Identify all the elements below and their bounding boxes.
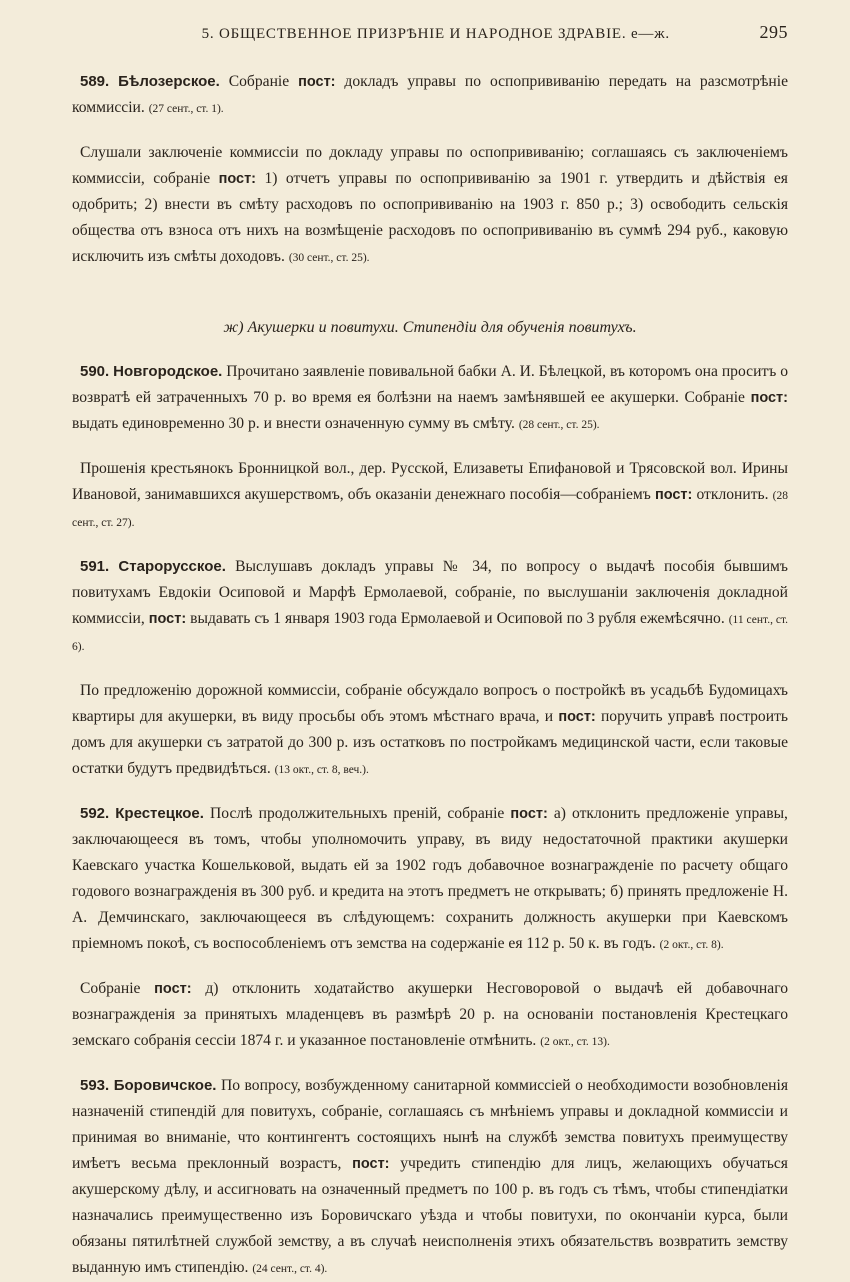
header-title: 5. ОБЩЕСТВЕННОЕ ПРИЗРѢНІЕ И НАРОДНОЕ ЗДРАВІЕ. е—ж. [201,26,670,42]
entry-place: Бѣлозерское. [118,73,220,90]
entry-text: выдать единовременно 30 р. и внести означенную сумму въ смѣту. [72,415,515,432]
entry-593 [72,1073,788,1282]
entry-text: учредить стипендію для лицъ, желающихъ обучаться акушерскому дѣлу, и ассигновать на означенный предметъ по 100 р. въ годъ съ тѣмъ, чтобы стипендіатки назначались преимущественно изъ Боровичскаго уѣзда и чтобы повитухи, по окончаніи курса, были обязаны пятилѣтней службой земству, а въ случаѣ неисполненія этихъ обязательствъ возвратить земству выданную имъ стипендію. [72,1155,788,1276]
entry-post: пост: [750,390,788,406]
entry-590 [72,359,788,438]
entry-post: пост: [558,709,596,725]
entry-text: а) отклонить предложеніе управы, заключающееся въ томъ, чтобы уполномочить управу, въ виду недостаточной практики акушерки Каевскаго участка Кошельковой, выдать ей за 1902 годъ добавочное вознагражденіе по расчету общаго годового вознагражденія въ 300 руб. и кредита на этотъ предметъ не открывать; б) принять предложеніе Н. А. Демчинскаго, заключающееся въ слѣдующемъ: сохранить должность акушерки при Каевскомъ пріемномъ покоѣ, съ воспособленіемъ отъ земства на содержаніе ея 112 р. 50 к. въ годъ. [72,805,788,952]
entry-post: пост: [154,981,192,997]
entry-post: пост: [148,611,187,627]
entry-text: Слушали заключеніе коммиссіи по докладу управы по оспопрививанію; соглашаясь съ заключеніемъ коммиссіи, собраніе [72,144,788,187]
entry-ref: (28 сент., ст. 25). [518,419,600,431]
entry-number: 591. [80,558,110,575]
entry-post: пост: [298,74,336,90]
entry-text: выдавать съ 1 января 1903 года Ермолаевой и Осиповой по 3 рубля ежемѣсячно. [190,610,725,627]
entry-post: пост: [654,487,693,503]
entry-text: Выслушавъ докладъ управы № 34, по вопросу о выдачѣ пособія бывшимъ повитухамъ Евдокіи Осиповой и Марфѣ Ермолаевой, собраніе, по выслушаніи заключенія докладной коммиссіи, [72,558,788,627]
section-title: ж) Акушерки и повитухи. Стипендіи для обученія повитухъ. [223,319,637,336]
entry-text: д) отклонить ходатайство акушерки Несговоровой о выдачѣ ей добавочнаго вознагражденія за принятыхъ младенцевъ въ размѣрѣ 20 р. на основаніи постановленія Крестецкаго земскаго собранія сессіи 1874 г. и указанное постановленіе отмѣнить. [72,980,788,1049]
entry-589 [72,69,788,122]
entry-place: Крестецкое. [115,805,204,822]
entry-text: докладъ управы по оспопрививанію передать на разсмотрѣніе коммиссіи. [72,73,789,116]
entry-text: По предложенію дорожной коммиссіи, собраніе обсуждало вопросъ о постройкѣ въ усадьбѣ Будомицахъ квартиры для акушерки, въ виду просьбы объ этомъ мѣстнаго врача, и [72,682,788,725]
entry-place: Новгородское. [113,363,223,380]
entry-589-continued [72,140,788,271]
entry-text: Послѣ продолжительныхъ преній, собраніе [210,805,505,822]
entry-ref: (27 сент., ст. 1). [148,103,224,115]
entry-ref: (2 окт., ст. 13). [540,1036,610,1048]
entry-post: пост: [510,806,548,822]
page-number: 295 [759,22,788,42]
running-header [72,22,788,43]
entry-place: Старорусское. [118,558,226,575]
entry-place: Боровичское. [113,1077,217,1094]
entry-text: Прошенія крестьянокъ Бронницкой вол., дер. Русской, Елизаветы Епифановой и Трясовской вол. Ирины Ивановой, занимавшихся акушерствомъ, объ оказаніи денежнаго пособія—собраніемъ [72,460,788,503]
entry-text: поручить управѣ построить домъ для акушерки съ затратой до 300 р. изъ остатковъ по постройкамъ медицинской части, если таковые остатки будутъ предвидѣться. [72,708,788,777]
entry-591 [72,554,788,660]
entry-ref: (24 сент., ст. 4). [252,1263,328,1275]
entry-number: 592. [80,805,110,822]
entry-text: Прочитано заявленіе повивальной бабки А. И. Бѣлецкой, въ которомъ она проситъ о возвратѣ ей затраченныхъ 70 р. во время ея болѣзни на наемъ замѣнявшей ее акушерки. Собраніе [72,363,789,406]
entry-590-continued [72,456,788,536]
entry-number: 593. [80,1077,110,1094]
entry-text: По вопросу, возбужденному санитарной коммиссіей о необходимости возобновленія назначеній стипендій для повитухъ, собраніе, соглашаясь съ мнѣніемъ управы и докладной коммиссіи и принимая во вниманіе, что контингентъ состоящихъ нынѣ на службѣ земства повитухъ преимуществу имѣетъ весьма преклонный возрастъ, [72,1077,789,1172]
entry-number: 589. [80,73,110,90]
entry-ref: (28 сент., ст. 27). [72,490,788,529]
entry-post: пост: [218,171,257,187]
entry-ref: (11 сент., ст. 6). [72,614,789,653]
entry-text: 1) отчетъ управы по оспопрививанію за 1901 г. утвердить и дѣйствія ея одобрить; 2) внести въ смѣту расходовъ по оспопрививанію на 1903 г. 850 р.; 3) освободить сельскія общества отъ взноса отъ нихъ на возмѣщеніе расходовъ по оспопрививанію въ суммѣ 294 руб., каковую исключить изъ смѣты доходовъ. [72,170,788,265]
entry-592 [72,801,788,958]
entry-text: отклонить. [696,486,769,503]
entry-text: Собраніе [80,980,141,997]
entry-591-continued [72,678,788,783]
entry-ref: (30 сент., ст. 25). [288,252,370,264]
entry-number: 590. [80,363,110,380]
entry-ref: (13 окт., ст. 8, веч.). [274,764,369,776]
entry-post: пост: [352,1156,390,1172]
entry-592-continued [72,976,788,1055]
entry-ref: (2 окт., ст. 8). [659,939,724,951]
entry-text: Собраніе [228,73,290,90]
